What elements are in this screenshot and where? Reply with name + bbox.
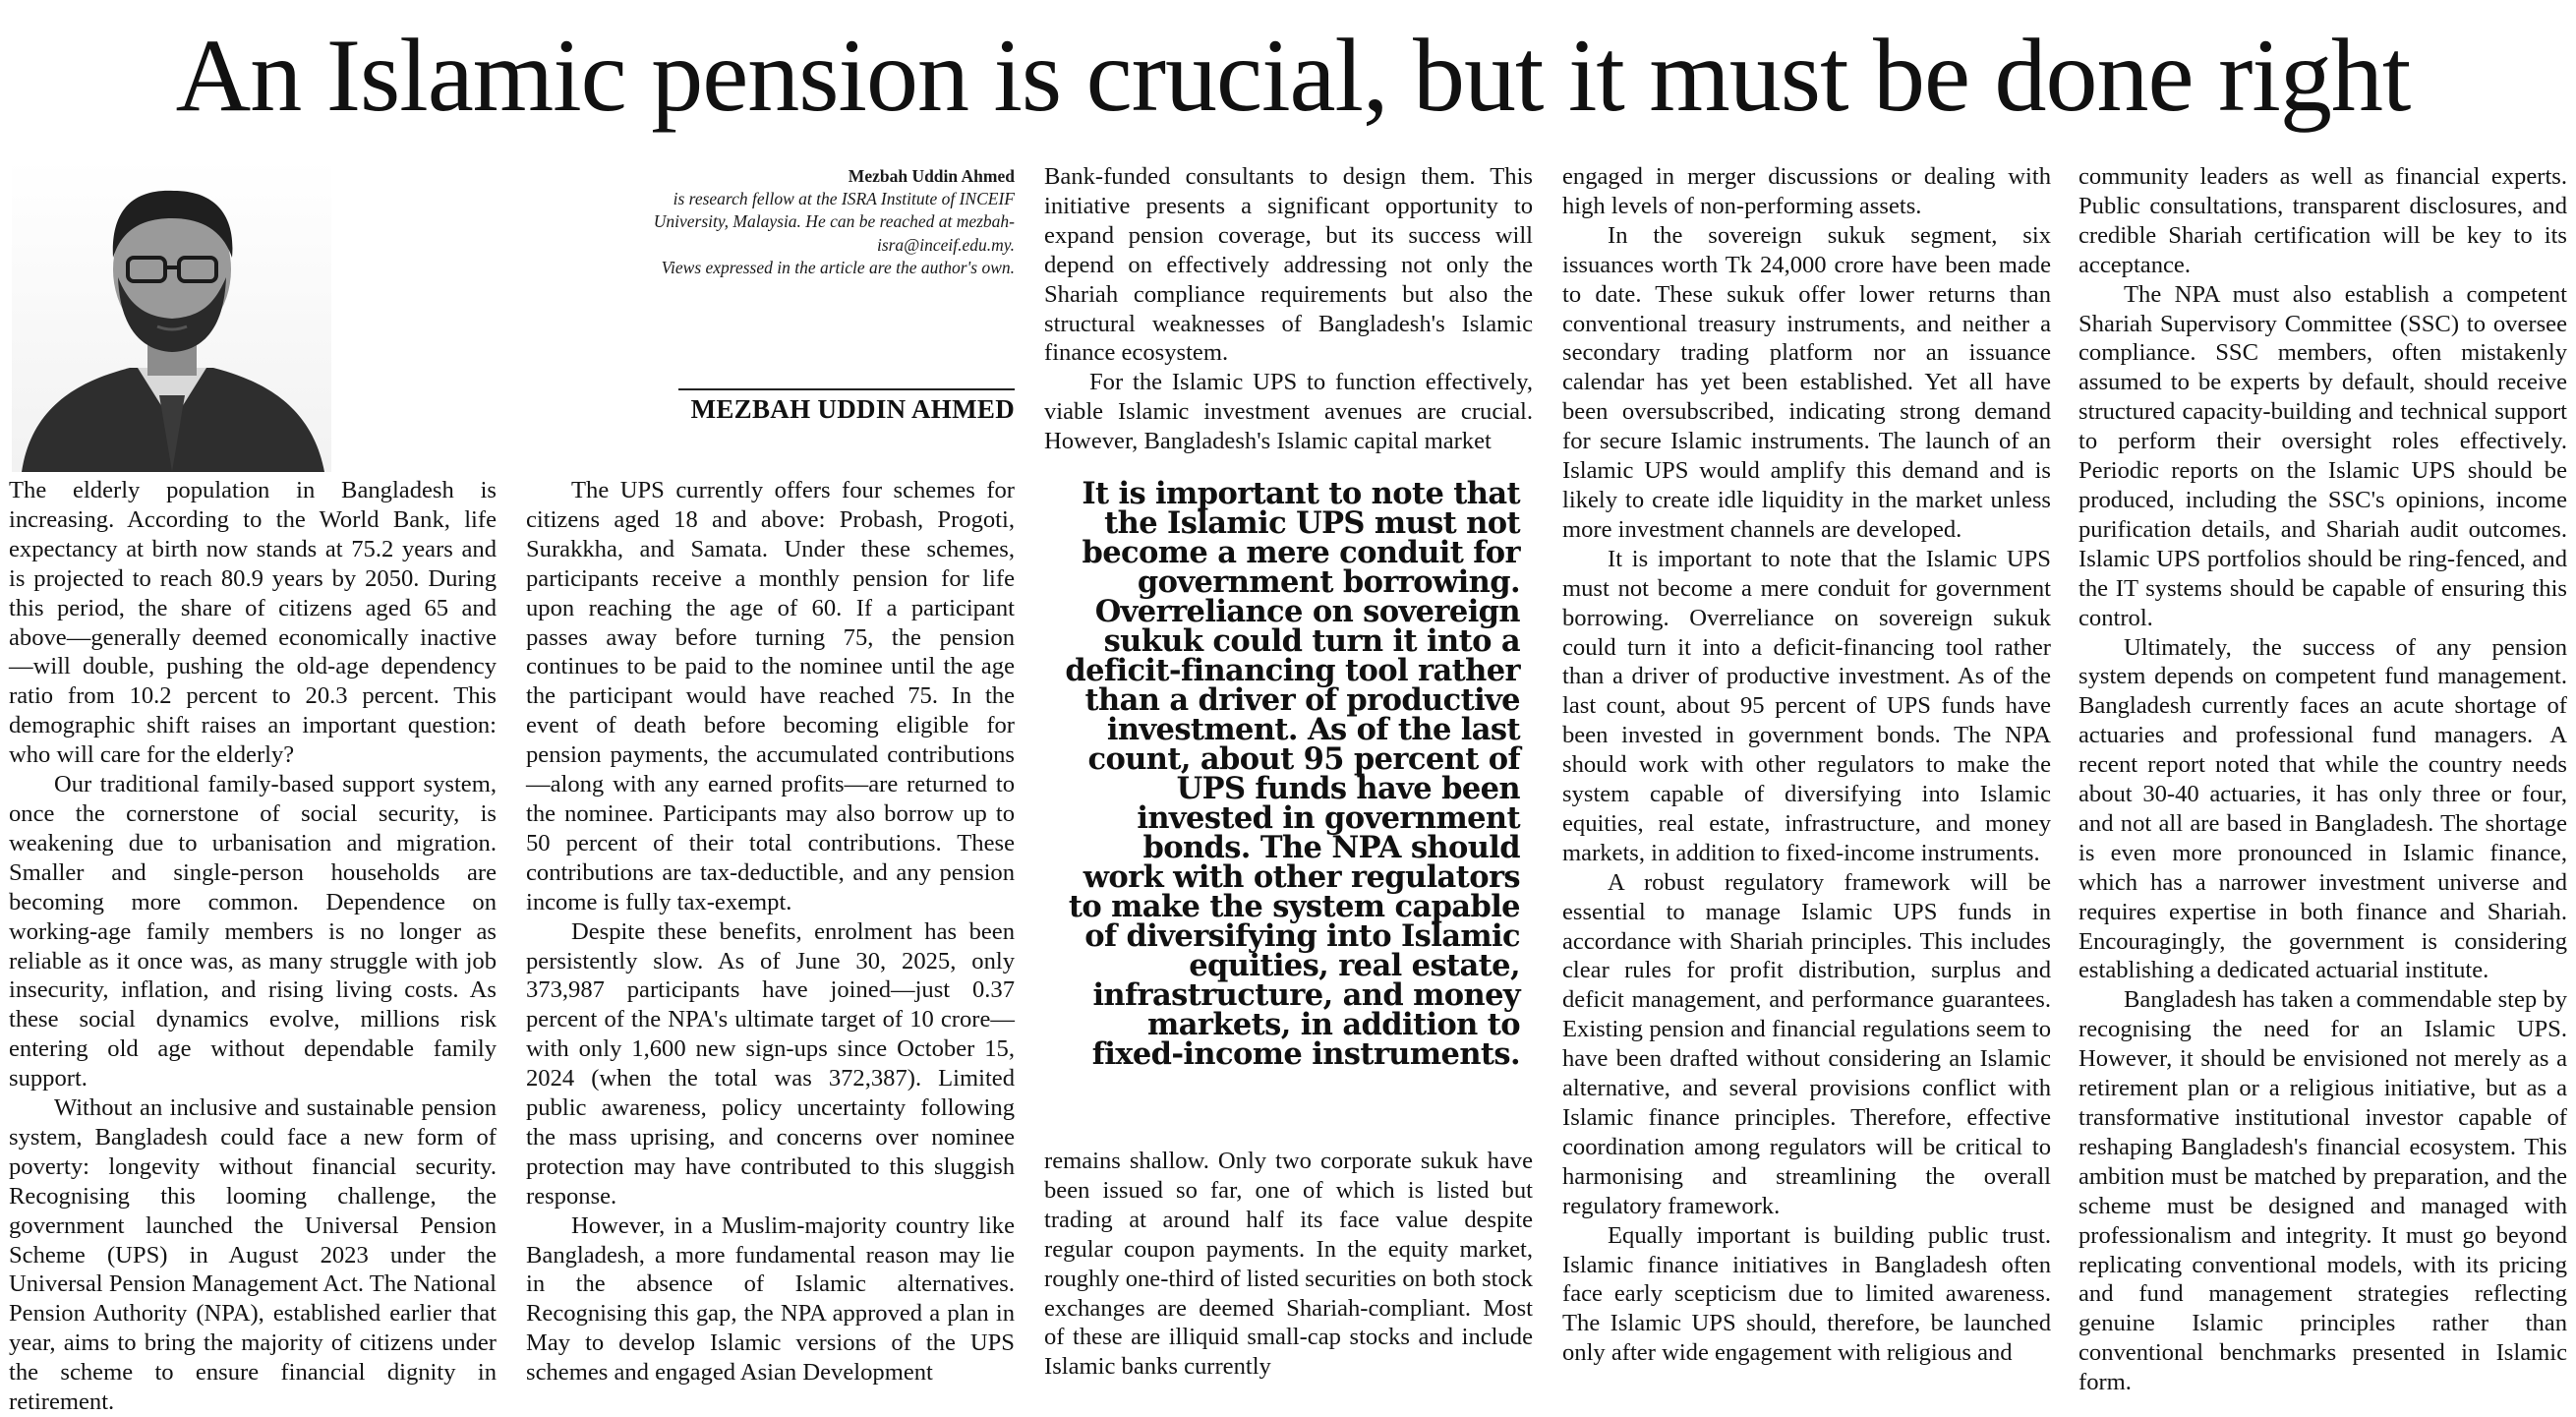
- paragraph: A robust regulatory framework will be essential to manage Islamic UPS funds in accordance with Shariah principles. This includes clear rules for profit distribution, surplus and deficit management, and performance guarantees. Existing pension and financial regulations seem to have been drafted without considering an Islamic alternative, and several provisions conflict with Islamic finance principles. Therefore, effective coordination among regulators will be critical to harmonising and streamlining the overall regulatory framework.: [1562, 868, 2051, 1219]
- paragraph: Bank-funded consultants to design them. This initiative presents a significant opportunity to expand pension coverage, but its success will depend on effectively addressing not only the Shariah compliance requirements but also the structural weaknesses of Bangladesh's Islamic finance ecosystem.: [1044, 163, 1533, 367]
- author-name: Mezbah Uddin Ahmed: [848, 166, 1015, 186]
- author-disclaimer: Views expressed in the article are the author's own.: [661, 257, 1015, 277]
- paragraph: For the Islamic UPS to function effectively, viable Islamic investment avenues are crucial. However, Bangladesh's Islamic capital market: [1044, 369, 1533, 455]
- paragraph: Our traditional family-based support system, once the cornerstone of social security, is weakening due to urbanisation and migration. Smaller and single-person households are becoming more common. Dependence on working-age family members is no longer as reliable as it once was, as many struggle with job insecurity, inflation, and rising living costs. As these social dynamics evolve, millions risk entering old age without dependable family support.: [9, 771, 497, 1092]
- paragraph: Bangladesh has taken a commendable step by recognising the need for an Islamic UPS. However, it should be envisioned not merely as a retirement plan or a religious initiative, but as a transformative institutional investor capable of reshaping Bangladesh's financial ecosystem. This ambition must be matched by preparation, and the scheme must be designed and managed with professionalism and integrity. It must go beyond replicating conventional models, with its pricing and fund management strategies reflecting genuine Islamic principles rather than conventional benchmarks presented in Islamic form.: [2078, 986, 2567, 1396]
- byline-rule: [678, 388, 1015, 390]
- paragraph: The NPA must also establish a competent Shariah Supervisory Committee (SSC) to oversee compliance. SSC members, often mistakenly assumed to be experts by default, should receive structured capacity-building and technical support to perform their oversight roles effectively. Periodic reports on the Islamic UPS should be produced, including the SSC's opinions, income purification details, and Shariah audit outcomes. Islamic UPS portfolios should be ring-fenced, and the IT systems should be capable of ensuring this control.: [2078, 280, 2567, 631]
- paragraph: community leaders as well as financial experts. Public consultations, transparent disclosures, and credible Shariah certification will be key to its acceptance.: [2078, 163, 2567, 278]
- paragraph: Without an inclusive and sustainable pension system, Bangladesh could face a new form of poverty: longevity without financial security. Recognising this looming challenge, the government launched the Universal Pension Scheme (UPS) in August 2023 under the Universal Pension Management Act. The National Pension Authority (NPA), established earlier that year, aims to bring the majority of citizens under the scheme to ensure financial dignity in retirement.: [9, 1094, 497, 1416]
- column-2: [526, 476, 1015, 1387]
- paragraph: However, in a Muslim-majority country like Bangladesh, a more fundamental reason may lie in the absence of Islamic alternatives. Recognising this gap, the NPA approved a plan in May to develop Islamic versions of the UPS schemes and engaged Asian Development: [526, 1211, 1015, 1387]
- paragraph: The UPS currently offers four schemes for citizens aged 18 and above: Probash, Progoti, Surakkha, and Samata. Under these schemes, participants receive a monthly pension for life upon reaching the age of 60. If a participant passes away before turning 75, the pension continues to be paid to the nominee until the age the participant would have reached 75. In the event of death before becoming eligible for pension payments, the accumulated contributions—along with any earned profits—are returned to the nominee. Participants may also borrow up to 50 percent of their total contributions. These contributions are tax-deductible, and any pension income is fully tax-exempt.: [526, 477, 1015, 915]
- author-bio: [531, 165, 1015, 279]
- author-photo: [12, 159, 331, 472]
- paragraph: In the sovereign sukuk segment, six issuances worth Tk 24,000 crore have been made to date. These sukuk offer lower returns than conventional treasury instruments, and neither a secondary trading platform nor an issuance calendar has yet been established. Yet all have been oversubscribed, indicating strong demand for secure Islamic instruments. The launch of an Islamic UPS would amplify this demand and is likely to create idle liquidity in the market unless more investment channels are developed.: [1562, 221, 2051, 543]
- paragraph: Equally important is building public trust. Islamic finance initiatives in Bangladesh often face early scepticism due to limited awareness. The Islamic UPS should, therefore, be launched only after wide engagement with religious and: [1562, 1221, 2051, 1367]
- author-bio-line: is research fellow at the ISRA Institute of INCEIF: [673, 189, 1015, 209]
- column-1: [9, 476, 497, 1417]
- column-3-top: [1044, 162, 1533, 456]
- paragraph: engaged in merger discussions or dealing with high levels of non-performing assets.: [1562, 163, 2051, 219]
- column-4: [1562, 162, 2051, 1368]
- paragraph: Ultimately, the success of any pension system depends on competent fund management. Bangladesh currently faces an acute shortage of actuaries and professional fund managers. A recent report noted that while the country needs about 30-40 actuaries, it has only three or four, and not all are based in Bangladesh. The shortage is even more pronounced in Islamic finance, which has a narrower investment universe and requires expertise in both finance and Shariah. Encouragingly, the government is considering establishing a dedicated actuarial institute.: [2078, 633, 2567, 984]
- paragraph: Despite these benefits, enrolment has been persistently slow. As of June 30, 2025, only 373,987 participants have joined—just 0.37 percent of the NPA's ultimate target of 10 crore—with only 1,600 new sign-ups since October 15, 2024 (when the total was 372,387). Limited public awareness, policy uncertainty following the mass uprising, and concerns over nominee protection may have contributed to this sluggish response.: [526, 917, 1015, 1210]
- paragraph: It is important to note that the Islamic UPS must not become a mere conduit for government borrowing. Overreliance on sovereign sukuk could turn it into a deficit-financing tool rather than a driver of productive investment. As of the last count, about 95 percent of UPS funds have been invested in government bonds. The NPA should work with other regulators to make the system capable of diversifying into Islamic equities, real estate, infrastructure, and money markets, in addition to fixed-income instruments.: [1562, 545, 2051, 866]
- paragraph: The elderly population in Bangladesh is increasing. According to the World Bank, life expectancy at birth now stands at 75.2 years and is projected to reach 80.9 years by 2050. During this period, the share of citizens aged 65 and above—generally deemed economically inactive—will double, pushing the old-age dependency ratio from 10.2 percent to 20.3 percent. This demographic shift raises an important question: who will care for the elderly?: [9, 477, 497, 769]
- pull-quote: It is important to note that the Islamic UPS must not become a mere conduit for government borrowing. Overreliance on sovereign sukuk could turn it into a deficit-financing tool rather than a driver of productive investment. As of the last count, about 95 percent of UPS funds have been invested in government bonds. The NPA should work with other regulators to make the system capable of diversifying into Islamic equities, real estate, infrastructure, and money markets, in addition to fixed-income instruments.: [1065, 476, 1520, 1072]
- author-bio-line: University, Malaysia. He can be reached at mezbah-: [653, 211, 1015, 232]
- author-bio-line: isra@inceif.edu.my.: [876, 234, 1015, 255]
- headline: An Islamic pension is crucial, but it must be done right: [175, 18, 2411, 133]
- column-5: [2078, 162, 2567, 1397]
- paragraph: remains shallow. Only two corporate sukuk have been issued so far, one of which is listed but trading at around half its face value despite regular coupon payments. In the equity market, roughly one-third of listed securities on both stock exchanges are deemed Shariah-compliant. Most of these are illiquid small-cap stocks and include Islamic banks currently: [1044, 1148, 1533, 1381]
- column-3-bottom: [1044, 1147, 1533, 1382]
- byline: MEZBAH UDDIN AHMED: [690, 394, 1015, 424]
